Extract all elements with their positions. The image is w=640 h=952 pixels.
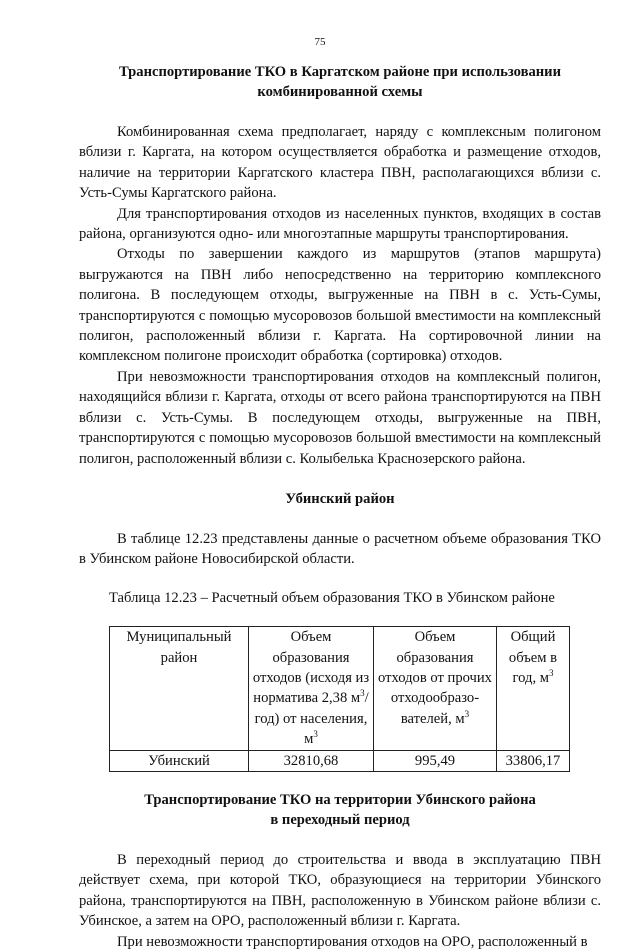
section-heading-ubinsky: Убинский район: [285, 490, 395, 507]
section-heading-transition: [79, 790, 601, 830]
paragraph: Для транспортирования отходов из населенных пунктов, входящих в состав района, организуются одно- или многоэтапные маршруты транспортирования.: [79, 205, 601, 243]
page-content: [79, 62, 601, 952]
header-cell-total: Общий объем в год, $м^3$: [497, 627, 570, 750]
cell-total: 33806,17: [497, 750, 570, 771]
heading-line: комбинированной схемы: [257, 84, 423, 100]
page-number: 75: [314, 36, 326, 48]
paragraph: При невозможности транспортирования отходов на ОРО, расположенный в: [117, 933, 588, 950]
table-row: [110, 750, 570, 771]
heading-line: Транспортирование ТКО на территории Убинского района: [144, 791, 536, 808]
paragraph: Комбинированная схема предполагает, наряду с комплексным полигоном вблизи г. Каргата, на котором осуществляется обработка и размещение отходов, наличие на территории Каргатского кластера ПВН, располагающихся вблизи с. Усть-Сумы Каргатского района.: [79, 124, 601, 202]
heading-line: в переходный период: [270, 811, 410, 828]
cell-district: Убинский: [110, 750, 249, 771]
section-heading-kargat: [79, 62, 601, 102]
waste-volume-table: [109, 626, 570, 772]
paragraph: При невозможности транспортирования отходов на комплексный полигон, находящийся вблизи г. Каргата, отходы от всего района транспортируются на ПВН вблизи с. Усть-Сумы. В последующем отходы, выгруженные на ПВН, транспортируются с помощью мусоровозов большой вместимости на комплексный полигон, расположенный вблизи с. Колыбелька Краснозерского района.: [79, 368, 601, 467]
paragraph: В таблице 12.23 представлены данные о расчетном объеме образования ТКО в Убинском районе Новосибирской области.: [79, 530, 601, 568]
header-cell-other: Объем образования отходов от прочих отходообразо-вателей, $м^3$: [374, 627, 497, 750]
header-cell-district: Муниципальный район: [110, 627, 249, 750]
table-header-row: [110, 627, 570, 750]
cell-population: 32810,68: [249, 750, 374, 771]
heading-line: Транспортирование ТКО в Каргатском районе при использовании: [119, 64, 561, 80]
header-cell-population: Объем образования отходов (исходя из норматива 2,38 $м^3/год$) от населения, $м^3$: [249, 627, 374, 750]
table-caption: Таблица 12.23 – Расчетный объем образования ТКО в Убинском районе: [109, 589, 555, 606]
paragraph: Отходы по завершении каждого из маршрутов (этапов маршрута) выгружаются на ПВН либо непосредственно на территорию комплексного полигона. В последующем отходы, выгруженные на ПВН в с. Усть-Сумы, транспортируются с помощью мусоровозов большой вместимости на комплексный полигон, расположенный вблизи г. Каргата. На сортировочной линии на комплексном полигоне происходит обработка (сортировка) отходов.: [79, 246, 601, 365]
cell-other: 995,49: [374, 750, 497, 771]
paragraph: В переходный период до строительства и ввода в эксплуатацию ПВН действует схема, при которой ТКО, образующиеся на территории Убинского района, транспортируются на ПВН, расположенную в Убинском районе вблизи с. Убинское, а затем на ОРО, расположенный вблизи г. Каргата.: [79, 851, 601, 930]
